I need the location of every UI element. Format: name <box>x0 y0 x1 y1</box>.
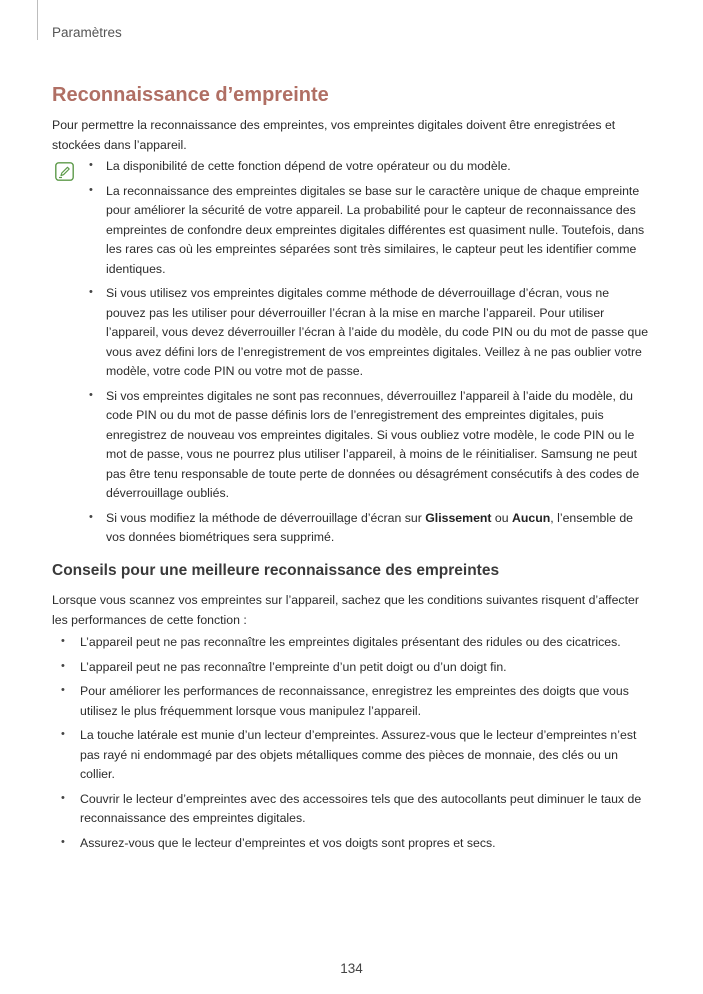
tips-title: Conseils pour une meilleure reconnaissance des empreintes <box>52 562 500 579</box>
tips-intro: Lorsque vous scannez vos empreintes sur l’appareil, sachez que les conditions suivantes risquent d’affecter les performances de cette fonction : <box>52 593 639 627</box>
note-item: • La disponibilité de cette fonction dépend de votre opérateur ou du modèle. <box>106 157 652 177</box>
section-intro: Pour permettre la reconnaissance des empreintes, vos empreintes digitales doivent être enregistrées et stockées dans l’appareil. <box>52 118 616 152</box>
page-number: 134 <box>340 961 363 976</box>
tips-list <box>80 633 645 858</box>
option-aucun: Aucun <box>512 510 551 525</box>
running-header: Paramètres <box>52 25 122 40</box>
note-pencil-icon <box>55 162 74 181</box>
tip-item: • Pour améliorer les performances de reconnaissance, enregistrez les empreintes des doigts que vous utilisez le plus fréquemment lorsque vous manipulez l’appareil. <box>80 682 645 721</box>
note-item: • Si vous utilisez vos empreintes digitales comme méthode de déverrouillage d’écran, vous ne pouvez pas les utiliser pour déverrouiller l’écran à la mise en marche l’appareil. Pour utiliser l’appareil, vous devez déverrouiller l’écran à l’aide du modèle, du code PIN ou du mot de passe que vous avez défini lors de l’enregistrement de vos empreintes digitales. Veillez à ne pas oublier votre modèle, votre code PIN ou votre mot de passe. <box>106 284 652 382</box>
note-text: Si vous modifiez la méthode de déverrouillage d’écran sur <box>106 510 426 525</box>
tip-item: • Assurez-vous que le lecteur d’empreintes et vos doigts sont propres et secs. <box>80 834 645 854</box>
note-item: • La reconnaissance des empreintes digitales se base sur le caractère unique de chaque empreinte pour améliorer la sécurité de votre appareil. La probabilité pour le capteur de reconnaissance des empreintes de confondre deux empreintes digitales différentes est quasiment nulle. Toutefois, dans les rares cas où les empreintes séparées sont très similaires, le capteur peut les identifier comme identiques. <box>106 182 652 280</box>
note-list <box>106 157 652 553</box>
note-item <box>106 509 652 548</box>
note-text: ou <box>491 510 513 525</box>
option-glissement: Glissement <box>425 510 492 525</box>
tip-item: • Couvrir le lecteur d’empreintes avec des accessoires tels que des autocollants peut diminuer le taux de reconnaissance des empreintes digitales. <box>80 790 645 829</box>
tip-item: • La touche latérale est munie d’un lecteur d’empreintes. Assurez-vous que le lecteur d’empreintes n’est pas rayé ni endommagé par des objets métalliques comme des pièces de monnaie, des clés ou un collier. <box>80 726 645 785</box>
note-text: , l’ensemble de vos données biométriques sera supprimé. <box>106 510 634 544</box>
tip-item: • L’appareil peut ne pas reconnaître les empreintes digitales présentant des ridules ou des cicatrices. <box>80 633 645 653</box>
section-title: Reconnaissance d’empreinte <box>52 84 329 106</box>
note-item: • Si vos empreintes digitales ne sont pas reconnues, déverrouillez l’appareil à l’aide du modèle, du code PIN ou du mot de passe définis lors de l’enregistrement des empreintes digitales, puis enregistrez de nouveau vos empreintes digitales. Si vous oubliez votre modèle, le code PIN ou le mot de passe, vous ne pourrez plus utiliser l’appareil, à moins de le réinitialiser. Samsung ne peut pas être tenu responsable de toute perte de données ou désagrément consécutifs à des codes de déverrouillage oubliés. <box>106 387 652 504</box>
tip-item: • L’appareil peut ne pas reconnaître l’empreinte d’un petit doigt ou d’un doigt fin. <box>80 658 645 678</box>
header-divider <box>37 0 38 40</box>
